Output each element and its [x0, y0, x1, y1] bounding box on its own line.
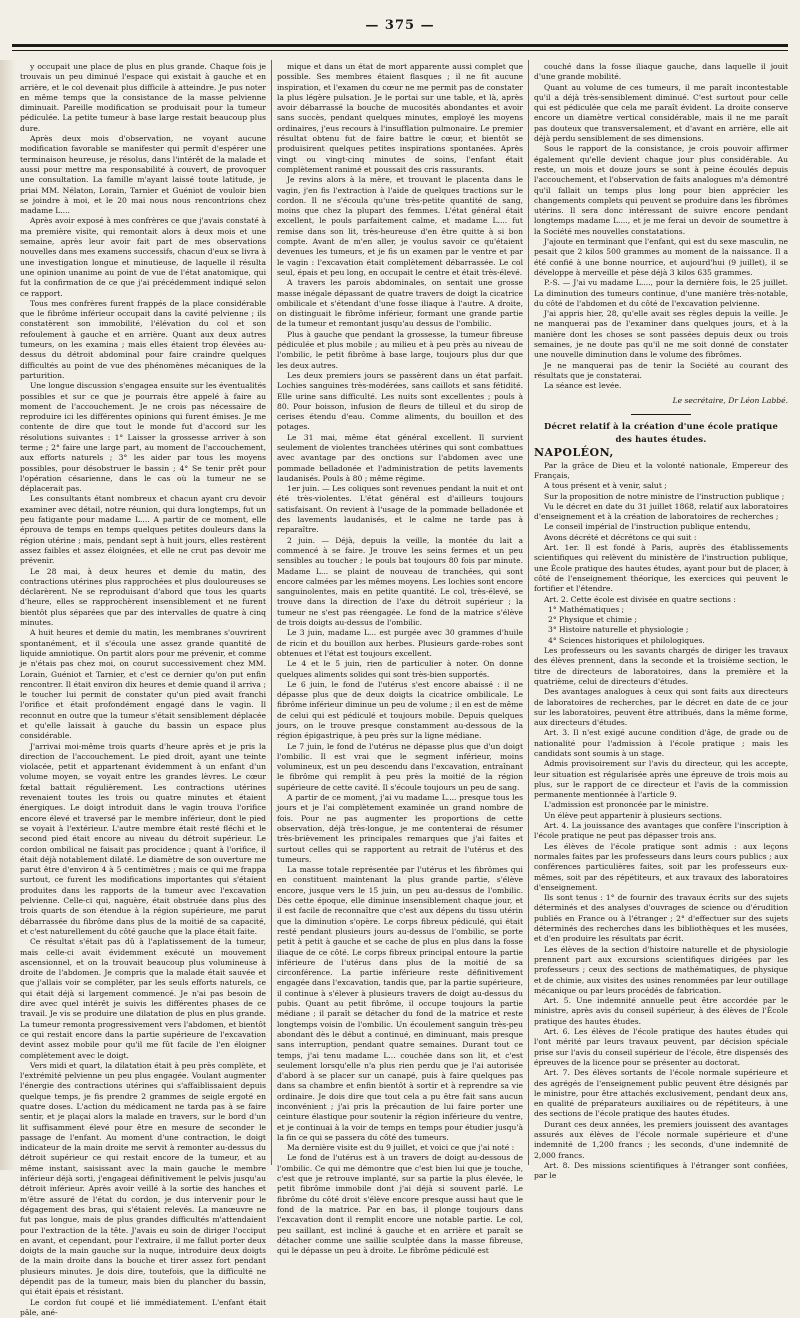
paragraph: La masse totale représentée par l'utérus et les fibrômes qui en constituent maintenant la plus grande partie, s'élève encore, jusque vers le 15 juin, un peu au-dessus de l'ombilic. Dès cette époque, elle diminue insensiblement chaque jour, et il est facile de reconnaître que c'est aux dépens du tissu utérin que la diminution s'opère. Le corps fibreux pédiculé, qui était resté pendant plusieurs jours au-dessus de l'ombilic, se porte petit à petit à gauche et se cache de plus en plus dans la fosse iliaque de ce côté. Le corps fibreux principal entoure la partie inférieure de l'utérus dans plus de la moitié de sa circonférence. La partie inférieure reste définitivement engagée dans l'excavation, tandis que, par la partie supérieure, il continue à s'élever à plusieurs travers de doigt au-dessus du pubis. Quant au petit fibrôme, il occupe toujours la partie médiane ; il paraît se détacher du fond de la matrice et reste longtemps voisin de l'ombilic. Un écoulement sanguin très-peu abondant dès le début a continué, en diminuant, mais presque sans interruption, pendant quatre semaines. Durant tout ce temps, j'ai tenu madame L... couchée dans son lit, et c'est seulement lorsqu'elle n'a plus rien perdu que je l'ai autorisée d'abord à se placer sur un canapé, puis à faire quelques pas dans sa chambre et enfin bientôt à sortir et à reprendre sa vie ordinaire. Je dois dire que tout cela a pu être fait sans aucun inconvénient ; j'ai pris la précaution de lui faire porter une ceinture élastique pour soutenir la région inférieure du ventre, et je continuai à la voir de temps en temps pour étudier jusqu'à la fin ce qui se passera du côté des tumeurs. [277, 865, 523, 1142]
paragraph: Les professeurs ou les savants chargés de diriger les travaux des élèves prennent, dans la seconde et la troisième section, le titre de directeurs de laboratoires, dans la première et la quatrième, celui de directeurs d'études. [534, 646, 788, 686]
column-left [20, 62, 266, 1317]
paragraph: A partir de ce moment, j'ai vu madame L.... presque tous les jours et je l'ai complètement examinée un grand nombre de fois. Pour ne pas augmenter les proportions de cette observation, déjà très-longue, je me contenterai de résumer très-brièvement les principales remarques que j'ai faites et surtout celles qui se rapportent au retrait de l'utérus et des tumeurs. [277, 793, 523, 864]
paragraph: Art. 1er. Il est fondé à Paris, auprès des établissements scientifiques qui relèvent du ministère de l'instruction publique, une École pratique des hautes études, ayant pour but de placer, à côté de l'enseignement théorique, les exercices qui peuvent le fortifier et l'étendre. [534, 543, 788, 594]
paragraph: Art. 6. Les élèves de l'école pratique des hautes études qui l'ont mérité par leurs travaux peuvent, par décision spéciale prise sur l'avis du conseil supérieur de l'école, être dispensés des épreuves de la licence pour se présenter au doctorat. [534, 1027, 788, 1067]
paragraph: L'admission est prononcée par le ministre. [544, 800, 709, 810]
paragraph: Le cordon fut coupé et lié immédiatement. L'enfant était pâle, ané- [20, 1297, 266, 1317]
column-divider [271, 60, 272, 1165]
paragraph: Le 6 juin, le fond de l'utérus s'est encore abaissé : il ne dépasse plus que de deux doigts la cicatrice ombilicale. Le fibrôme inférieur diminue un peu de volume ; il en est de même de celui qui est pédiculé et toujours mobile. Depuis quelques jours, on le trouve presque constamment au-dessous de la région épigastrique, à peu près sur la ligne médiane. [277, 679, 523, 741]
paragraph: Les consultants étant nombreux et chacun ayant cru devoir examiner avec détail, notre réunion, qui dura longtemps, fut un peu fatigante pour madame L.... A partir de ce moment, elle éprouva de temps en temps quelques petites douleurs dans la région utérine ; mais, pendant sept à huit jours, elles restèrent assez faibles et assez éloignées, et elle ne crut pas devoir me prévenir. [20, 494, 266, 566]
paragraph: Avons décrété et décrétons ce qui suit : [544, 532, 697, 542]
paragraph: Ma dernière visite est du 9 juillet, et voici ce que j'ai noté : [287, 1143, 515, 1153]
paragraph: Je revins alors à la mère, et trouvant le placenta dans le vagin, j'en fis l'extraction à l'aide de quelques tractions sur le cordon. Il ne s'écoula qu'une très-petite quantité de sang, moins que chez la plupart des femmes. L'état général était excellent, le pouls parfaitement calme, et madame L.... fut remise dans son lit, très-heureuse d'en être quitte à si bon compte. Avant de m'en aller, je voulus savoir ce qu'étaient devenues les tumeurs, et je fis un examen par le ventre et par le vagin : l'excavation était complètement débarrassée. Le col seul, épais et peu long, en occupait le centre et était très-élevé. [277, 175, 523, 277]
paragraph: Le 28 mai, à deux heures et demie du matin, des contractions utérines plus rapprochées et plus douloureuses se déclarèrent. Ne se reproduisant d'abord que tous les quarts d'heure, elles se rapprochèrent insensiblement et ne furent bientôt plus séparées que par des intervalles de quatre à cinq minutes. [20, 566, 266, 628]
paragraph: Une longue discussion s'engagea ensuite sur les éventualités possibles et sur ce que je pourrais être appelé à faire au moment de l'accouchement. Je ne crois pas nécessaire de reproduire ici les différentes opinions qui furent émises. Je me contente de dire que tout le monde fut d'accord sur les résolutions suivantes : 1° Laisser la grossesse arriver à son terme ; 2° faire une large part, au moment de l'accouchement, aux efforts naturels ; 3° les aider par tous les moyens possibles, pour désobstruer le bassin ; 4° Se tenir prêt pour l'opération césarienne, dans le cas où la tumeur ne se déplacerait pas. [20, 381, 266, 494]
paragraph: Sous le rapport de la consistance, je crois pouvoir affirmer également qu'elle devient chaque jour plus considérable. Au reste, un mois et douze jours se sont à peine écoulés depuis l'accouchement, et l'observation de faits analogues m'a démontré qu'il fallait un temps plus long pour bien apprécier les changements complets qui peuvent se produire dans les fibrômes utérins. Il sera donc intéressant de suivre encore pendant longtemps madame L...., et je me ferai un devoir de soumettre à la Société mes nouvelles constatations. [534, 144, 788, 236]
paragraph: Après avoir exposé à mes confrères ce que j'avais constaté à ma première visite, qui remontait alors à deux mois et une semaine, après leur avoir fait part de mes observations nouvelles dans mes examens successifs, chacun d'eux se livra à une investigation longue et minutieuse, de laquelle il résulta une opinion unanime au point de vue de l'état anatomique, qui fut la confirmation de ce que j'ai précédemment indiqué selon ce rapport. [20, 216, 266, 298]
paragraph: Les élèves de l'école pratique sont admis : aux leçons normales faites par les professeurs dans leurs cours publics ; aux conférences particulières faites, soit par les professeurs eux-mêmes, soit par des répétiteurs, et aux travaux des laboratoires d'enseignement. [534, 841, 788, 892]
paragraph: Vu le décret en date du 31 juillet 1868, relatif aux laboratoires d'enseignement et à la création de laboratoires de recherches ; [534, 501, 788, 522]
paragraph: Des avantages analogues à ceux qui sont faits aux directeurs de laboratoires de recherches, par le décret en date de ce jour sur les laboratoires, peuvent être attribués, dans la même forme, aux directeurs d'études. [534, 687, 788, 728]
paragraph: A travers les parois abdominales, on sentait une grosse masse inégale dépassant de quatre travers de doigt la cicatrice ombilicale et s'étendant d'une fosse iliaque à l'autre. A droite, on distinguait le fibrôme inférieur, formant une grande partie de la tumeur et remontant jusqu'au dessus de l'ombilic. [277, 278, 523, 329]
paragraph: Art. 4. La jouissance des avantages que confère l'inscription à l'école pratique ne peut pas dépasser trois ans. [534, 821, 788, 841]
paragraph: Ils sont tenus : 1° de fournir des travaux écrits sur des sujets déterminés et des analyses d'ouvrages de science ou d'érudition publiés en France ou à l'étranger ; 2° d'effectuer sur des sujets déterminés des recherches dans les bibliothèques et les musées, et d'en produire les résultats par écrit. [534, 893, 788, 944]
paragraph: J'ajoute en terminant que l'enfant, qui est du sexe masculin, ne pesait que 2 kilos 500 grammes au moment de la naissance. Il a été confié à une bonne nourrice, et aujourd'hui (9 juillet), il se développe à merveille et pèse déjà 3 kilos 635 grammes. [534, 237, 788, 277]
paragraph: Le 31 mai, même état général excellent. Il survient seulement de violentes tranchées utérines qui sont combattues avec avantage par des onctions sur l'abdomen avec une pommade belladonée et l'administration de petits lavements laudanisés. Pouls à 80 ; même régime. [277, 432, 523, 483]
paragraph: Durant ces deux années, les premiers jouissent des avantages assurés aux élèves de l'école normale supérieure et d'une indemnité de 1,200 francs ; les seconds, d'une indemnité de 2,000 francs. [534, 1119, 788, 1160]
paragraph: Quant au volume de ces tumeurs, il me paraît incontestable qu'il a déjà très-sensiblement diminué. C'est surtout pour celle qui est pédiculée que cela me paraît évident. La droite conserve encore un diamètre vertical considérable, mais il ne me paraît pas douteux que transversalement, et d'avant en arrière, elle ait déjà perdu sensiblement de ses dimensions. [534, 82, 788, 144]
decree-title: Décret relatif à la création d'une école pratique [543, 420, 778, 431]
paragraph: Plus à gauche que pendant la grossesse, la tumeur fibreuse pédiculée et plus mobile ; au milieu et à peu près au niveau de l'ombilic, le petit fibrôme à base large, toujours plus dur que les deux autres. [277, 329, 523, 370]
paragraph: J'arrivai moi-même trois quarts d'heure après et je pris la direction de l'accouchement. Le pied droit, ayant une teinte violacée, petit et appartenant évidemment à un enfant d'un volume moyen, se voyait entre les grandes lèvres. Le cœur fœtal battait régulièrement. Les contractions utérines revenaient toutes les trois ou quatre minutes et étaient énergiques. Le doigt introduit dans le vagin trouva l'orifice encore élevé et traversé par le membre inférieur, dont le pied se voyait à l'extérieur. L'autre membre était resté fléchi et le second pied était encore au niveau du détroit supérieur. Le cordon ombilical ne faisait pas procidence ; quant à l'orifice, il était déjà notablement dilaté. Le diamètre de son ouverture me parut être d'environ 4 à 5 centimètres ; mais ce qui me frappa surtout, ce furent les modifications importantes qui s'étaient produites dans les rapports de la tumeur avec l'excavation pelvienne. Celle-ci qui, naguère, était obstruée dans plus des trois quarts de son étendue à la région supérieure, me parut débarrassée du fibrôme dans plus de la moitié de sa capacité, et c'est naturellement du côté gauche que la place était faite. [20, 741, 266, 936]
header-rule [12, 44, 788, 47]
secretary-signature: Le secrétaire, Dr Léon Labbé. [672, 395, 788, 405]
paragraph: 2 juin. — Déjà, depuis la veille, la montée du lait a commencé à se faire. Je trouve les seins fermes et un peu sensibles au toucher ; le pouls bat toujours 80 fois par minute. Madame L... se plaint de nouveau de tranchées, qui sont encore calmées par les mêmes moyens. Les lochies sont encore sanguinolentes, mais en petite quantité. Le col, très-élevé, se trouve dans la direction de l'axe du détroit supérieur ; la tumeur ne s'est pas réengagée. Le fond de la matrice s'élève de trois doigts au-dessus de l'ombilic. [277, 535, 523, 628]
paragraph: Le 7 juin, le fond de l'utérus ne dépasse plus que d'un doigt l'ombilic. Il est vrai que le segment inférieur, moins volumineux, est un peu descendu dans l'excavation, entraînant le fibrôme qui remplit à peu près la moitié de la région supérieure de cette cavité. Il s'écoule toujours un peu de sang. [277, 741, 523, 792]
paragraph: Art. 2. Cette école est divisée en quatre sections : [544, 594, 736, 604]
list-item: 1° Mathématiques ; [548, 604, 625, 614]
paragraph: Art. 8. Des missions scientifiques à l'étranger sont confiées, par le [534, 1160, 788, 1181]
column-divider [528, 60, 529, 1165]
list-item: 4° Sciences historiques et philologiques. [548, 635, 705, 645]
paragraph: A tous présent et à venir, salut ; [544, 481, 667, 491]
paragraph: Admis provisoirement sur l'avis du directeur, qui les accepte, leur situation est régularisée après une épreuve de trois mois au plus, sur le rapport de ce directeur et l'avis de la commission permanente mentionnée à l'article 9. [534, 759, 788, 800]
paragraph: Le fond de l'utérus est à un travers de doigt au-dessous de l'ombilic. Ce qui me démontre que c'est bien lui que je touche, c'est que je retrouve implanté, sur sa partie la plus élevée, le petit fibrôme immobile dont j'ai déjà si souvent parlé. Le fibrôme du côté droit s'élève encore presque aussi haut que le fond de la matrice. Par en bas, il plonge toujours dans l'excavation dont il remplit encore une notable partie. Le col, peu saillant, est incliné à gauche et en arrière et paraît se détacher comme une saillie sculptée dans la masse fibreuse, qui le dépasse un peu à droite. Le fibrôme pédiculé est [277, 1153, 523, 1256]
decree-emperor: NAPOLÉON, [534, 446, 614, 460]
meeting-end: La séance est levée. [544, 381, 622, 391]
paragraph: Les élèves de la section d'histoire naturelle et de physiologie prennent part aux excursions scientifiques dirigées par les professeurs ; ceux des sections de mathématiques, de physique et de chimie, aux visites des usines renommées par leur outillage mécanique ou par leurs procédés de fabrication. [534, 944, 788, 995]
list-item: 2° Physique et chimie ; [548, 615, 637, 625]
paragraph: Art. 7. Des élèves sortants de l'école normale supérieure et des agrégés de l'enseignement public peuvent être désignés par le ministre, pour être attachés exclusivement, pendant deux ans, en qualité de préparateurs auxiliaires ou de répétiteurs, à une des sections de l'école pratique des hautes études. [534, 1068, 788, 1119]
paragraph: A huit heures et demie du matin, les membranes s'ouvrirent spontanément, et il s'écoula une assez grande quantité de liquide amniotique. On partit alors pour me prévenir, et comme je n'étais pas chez moi, on courut successivement chez MM. Lorain, Guéniot et Tarnier, et c'est ce dernier qu'on put enfin rencontrer. Il était environ dix heures et demie quand il arriva ; le toucher lui permit de constater qu'un pied avait franchi l'orifice et était profondément engagé dans le vagin. Il reconnut en outre que la tumeur s'était sensiblement déplacée et qu'elle laissait à gauche du bassin un espace plus considérable. [20, 628, 266, 741]
column-middle [277, 62, 523, 1256]
paragraph: Vers midi et quart, la dilatation était à peu près complète, et l'extrémité pelvienne un peu plus engagée. Voulant augmenter l'énergie des contractions utérines qui s'affaiblissaient depuis quelque temps, je fis prendre 2 grammes de seigle ergoté en quatre doses. L'action du médicament ne tarda pas à se faire sentir, et je plaçai alors la malade en travers, sur le bord d'un lit suffisamment élevé pour être en mesure de seconder le passage de l'enfant. Au moment d'une contraction, le doigt indicateur de la main droite me servit à remonter au-dessus du détroit supérieur ce qui restait encore de la tumeur, et au même instant, saisissant avec la main gauche le membre inférieur déjà sorti, j'engageai définitivement le pelvis jusqu'au détroit inférieur. Après avoir veillé à la sortie des hanches et m'être assuré de l'état du cordon, je dus intervenir pour le dégagement des bras, qui s'étaient relevés. La manœuvre ne fut pas longue, mais de plus grandes difficultés m'attendaient pour l'extraction de la tête. J'avais eu soin de diriger l'occiput en avant, et cependant, pour l'extraire, il me fallut porter deux doigts de la main gauche sur la nuque, introduire deux doigts de la main droite dans la bouche et tirer assez fort pendant plusieurs minutes. Je dois dire, toutefois, que la difficulté ne dépendit pas de la tumeur, mais bien du plancher du bassin, qui était épais et résistant. [20, 1060, 266, 1297]
section-separator [631, 414, 691, 415]
paragraph: 1er juin. — Les coliques sont revenues pendant la nuit et ont été très-violentes. L'état général est d'ailleurs toujours satisfaisant. On revient à l'usage de la pommade belladonée et des lavements laudanisés, et le calme ne tarde pas à reparaître. [277, 484, 523, 535]
paragraph: Art. 5. Une indemnité annuelle peut être accordée par le ministre, après avis du conseil supérieur, à des élèves de l'École pratique des hautes études. [534, 996, 788, 1026]
paragraph: Le conseil impérial de l'instruction publique entendu, [544, 522, 751, 532]
paragraph: Le 3 juin, madame L... est purgée avec 30 grammes d'huile de ricin et du bouillon aux herbes. Plusieurs garde-robes sont obtenues et l'état est toujours excellent. [277, 628, 523, 658]
binding-gutter [0, 60, 16, 1170]
paragraph: Les deux premiers jours se passèrent dans un état parfait. Lochies sanguines très-modérées, sans caillots et sans fétidité. Elle urine sans difficulté. Les nuits sont excellentes ; pouls à 80. Pour boisson, infusion de fleurs de tilleul et du sirop de cerises étendu d'eau. Comme aliments, du bouillon et des potages. [277, 370, 523, 432]
paragraph: Ce résultat s'était pas dû à l'aplatissement de la tumeur, mais celle-ci avait évidemment exécuté un mouvement ascensionnel, et on la trouvait beaucoup plus volumineuse à droite de l'abdomen. Je compris que la malade était sauvée et que j'allais voir se compléter, par les seuls efforts naturels, ce qui était déjà si largement commencé. Je n'ai pas besoin de dire avec quel intérêt je suivis les différentes phases de ce travail. Je vis se produire une dilatation de plus en plus grande. La tumeur remonta progressivement vers l'abdomen, et bientôt ce qui restait encore dans la partie supérieure de l'excavation devint assez mobile pour qu'il me fût facile de l'en éloigner complètement avec le doigt. [20, 937, 266, 1060]
header-rule-thin [12, 50, 788, 51]
paragraph: P.-S. — J'ai vu madame L...., pour la dernière fois, le 25 juillet. La diminution des tumeurs continue, d'une manière très-notable, du côté de l'abdomen et du côté de l'excavation pelvienne. [534, 278, 788, 308]
paragraph: Art. 3. Il n'est exigé aucune condition d'âge, de grade ou de nationalité pour l'admission à l'école pratique ; mais les candidats sont soumis à un stage. [534, 728, 788, 758]
list-item: 3° Histoire naturelle et physiologie ; [548, 625, 689, 635]
paragraph: J'ai appris hier, 28, qu'elle avait ses règles depuis la veille. Je ne manquerai pas de l'examiner dans quelques jours, et à la manière dont les choses se sont passées depuis deux ou trois semaines, je ne doute pas qu'il ne me soit donné de constater une nouvelle diminution dans le volume des fibrômes. [534, 309, 788, 360]
paragraph: mique et dans un état de mort apparente aussi complet que possible. Ses membres étaient flasques ; il ne fit aucune inspiration, et l'examen du cœur ne me permit pas de constater la plus légère pulsation. Je le portai sur une table, et là, après avoir débarrassé la bouche de mucosités abondantes et avoir sans succès, pendant quelques minutes, employé les moyens ordinaires, j'eus recours à l'insufflation pulmonaire. Le premier résultat obtenu fut de faire battre le cœur, et bientôt se produisirent quelques petites inspirations spontanées. Après vingt ou vingt-cinq minutes de soins, l'enfant était complètement ranimé et poussait des cris rassurants. [277, 62, 523, 174]
paragraph: Le 4 et le 5 juin, rien de particulier à noter. On donne quelques aliments solides qui sont très-bien supportés. [277, 659, 523, 679]
paragraph: y occupait une place de plus en plus grande. Chaque fois je trouvais un peu diminué l'espace qui existait à gauche et en arrière, et le col devenait plus difficile à atteindre. Je pus noter en même temps que la consistance de la masse pelvienne diminuait. Pareille modification se produisait pour la tumeur pédiculée. La petite tumeur à base large restait beaucoup plus dure. [20, 62, 266, 133]
paragraph: Un élève peut appartenir à plusieurs sections. [544, 810, 723, 820]
column-right [534, 62, 788, 1181]
page-number: — 375 — [365, 18, 435, 33]
paragraph: Sur la proposition de notre ministre de l'instruction publique ; [544, 491, 785, 501]
paragraph: Après deux mois d'observation, ne voyant aucune modification favorable se manifester qui permît d'espérer une terminaison heureuse, je résolus, dans l'intérêt de la malade et aussi pour mettre ma responsabilité à couvert, de provoquer une consultation. La famille m'ayant laissé toute latitude, je priai MM. Nélaton, Lorain, Tarnier et Guéniot de vouloir bien se joindre à moi, et le 20 mai nous nous rencontrions chez madame L.... [20, 134, 266, 216]
decree-title-cont: des hautes études. [615, 434, 707, 445]
paragraph: Je ne manquerai pas de tenir la Société au courant des résultats que je constaterai. [534, 360, 788, 380]
sections-list [534, 605, 788, 646]
paragraph: Par la grâce de Dieu et la volonté nationale, Empereur des Français, [534, 460, 788, 480]
paragraph: Tous mes confrères furent frappés de la place considérable que le fibrôme inférieur occupait dans la cavité pelvienne ; ils constatèrent son immobilité, l'élévation du col et son refoulement à gauche et en arrière. Quant aux deux autres tumeurs, on les examina ; mais elles étaient trop élevées au-dessus du détroit abdominal pour faire craindre quelques difficultés au point de vue des phénomènes mécaniques de la parturition. [20, 298, 266, 380]
paragraph: couché dans la fosse iliaque gauche, dans laquelle il jouit d'une grande mobilité. [534, 62, 788, 82]
